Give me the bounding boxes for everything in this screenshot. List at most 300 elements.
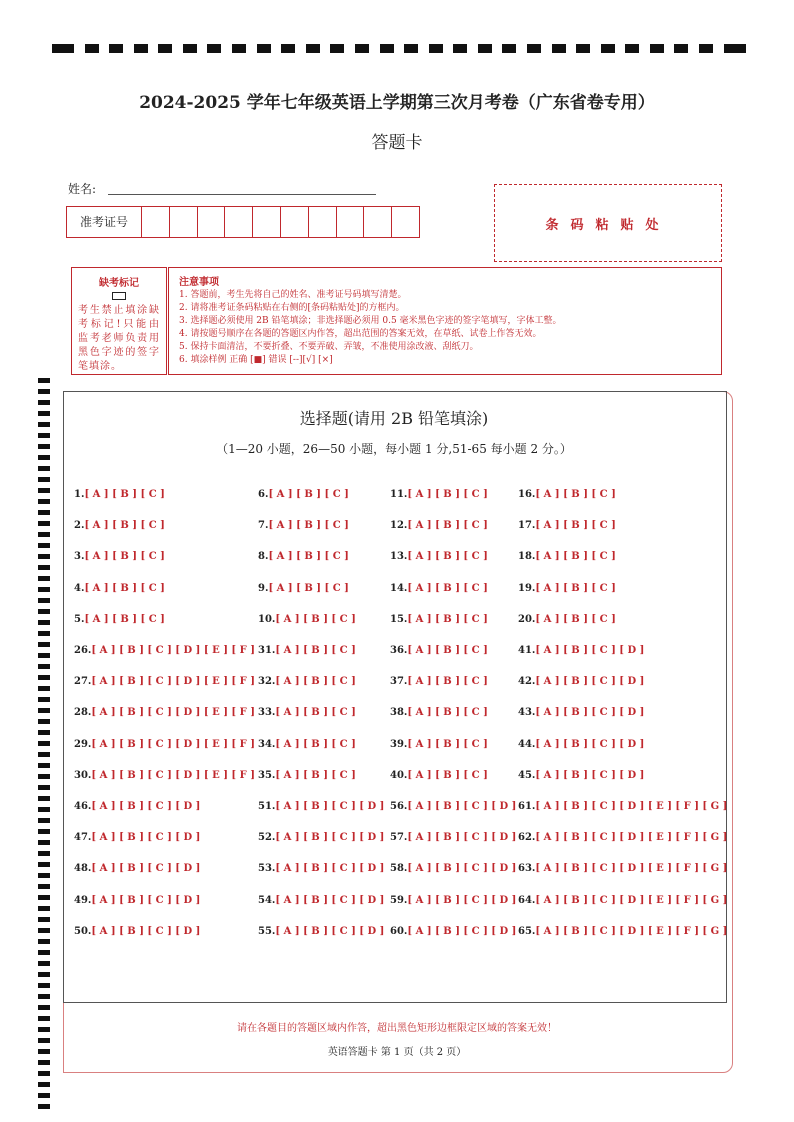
question-item[interactable] bbox=[518, 926, 727, 937]
answer-options[interactable]: [ A ] [ B ] [ C ] bbox=[535, 520, 616, 532]
answer-options[interactable]: [ A ] [ B ] [ C ] bbox=[275, 769, 356, 781]
timing-mark bbox=[306, 44, 320, 53]
question-item[interactable] bbox=[390, 614, 488, 625]
timing-mark bbox=[38, 1104, 50, 1109]
timing-mark bbox=[158, 44, 172, 53]
answer-options[interactable]: [ A ] [ B ] [ C ] [ D ] [ E ] [ F ] [ G ] bbox=[535, 801, 728, 812]
timing-mark bbox=[38, 807, 50, 812]
timing-mark bbox=[38, 455, 50, 460]
timing-mark bbox=[38, 917, 50, 922]
question-item[interactable] bbox=[518, 739, 644, 750]
question-item[interactable] bbox=[518, 801, 727, 812]
question-number: 5. bbox=[74, 613, 85, 625]
answer-options[interactable]: [ A ] [ B ] [ C ] [ D ] bbox=[535, 738, 645, 750]
question-item[interactable] bbox=[518, 832, 727, 843]
barcode-area: 条码粘贴处 bbox=[494, 184, 722, 262]
answer-options[interactable]: [ A ] [ B ] [ C ] bbox=[84, 613, 165, 625]
question-number: 57. bbox=[390, 832, 408, 844]
question-item[interactable] bbox=[390, 739, 488, 750]
timing-mark bbox=[38, 1005, 50, 1010]
question-item[interactable] bbox=[258, 739, 356, 750]
timing-mark bbox=[38, 477, 50, 482]
question-number: 33. bbox=[258, 707, 276, 719]
question-item[interactable] bbox=[74, 770, 255, 781]
answer-options[interactable]: [ A ] [ B ] [ C ] bbox=[535, 551, 616, 563]
answer-options[interactable]: [ A ] [ B ] [ C ] bbox=[407, 551, 488, 563]
timing-mark bbox=[38, 796, 50, 801]
timing-mark bbox=[38, 895, 50, 900]
timing-mark bbox=[38, 532, 50, 537]
question-item[interactable] bbox=[258, 926, 384, 937]
question-number: 13. bbox=[390, 551, 408, 563]
answer-options[interactable]: [ A ] [ B ] [ C ] bbox=[407, 707, 488, 719]
question-item[interactable] bbox=[518, 614, 616, 625]
question-number: 62. bbox=[518, 832, 536, 844]
question-number: 28. bbox=[74, 707, 92, 719]
question-number: 9. bbox=[258, 582, 269, 594]
timing-mark bbox=[38, 378, 50, 383]
question-number: 36. bbox=[390, 645, 408, 656]
timing-mark bbox=[650, 44, 664, 53]
question-number: 38. bbox=[390, 707, 408, 719]
answer-options[interactable]: [ A ] [ B ] [ C ] [ D ] bbox=[91, 894, 201, 906]
timing-mark bbox=[281, 44, 295, 53]
question-number: 59. bbox=[390, 894, 408, 906]
exam-id-cell[interactable] bbox=[364, 207, 392, 237]
answer-options[interactable]: [ A ] [ B ] [ C ] [ D ] bbox=[407, 832, 517, 844]
timing-mark bbox=[38, 730, 50, 735]
exam-id-cell[interactable] bbox=[170, 207, 198, 237]
answer-options[interactable]: [ A ] [ B ] [ C ] [ D ] bbox=[407, 925, 517, 937]
timing-mark bbox=[38, 620, 50, 625]
question-number: 58. bbox=[390, 863, 408, 875]
timing-mark bbox=[38, 961, 50, 966]
question-number: 45. bbox=[518, 769, 536, 781]
missing-mark-checkbox[interactable] bbox=[112, 292, 126, 300]
question-number: 3. bbox=[74, 551, 85, 563]
question-item[interactable] bbox=[258, 770, 356, 781]
question-item[interactable] bbox=[258, 801, 384, 812]
question-number: 31. bbox=[258, 645, 276, 656]
note-item: 4. 请按题号顺序在各题的答题区内作答，超出范围的答案无效，在草纸、试卷上作答无效。 bbox=[179, 329, 542, 339]
answer-options[interactable]: [ A ] [ B ] [ C ] [ D ] bbox=[275, 863, 385, 875]
answer-options[interactable]: [ A ] [ B ] [ C ] bbox=[268, 551, 349, 563]
question-number: 26. bbox=[74, 645, 92, 656]
timing-mark bbox=[699, 44, 713, 53]
timing-marks-top bbox=[52, 44, 746, 54]
question-number: 61. bbox=[518, 801, 536, 812]
question-item[interactable] bbox=[518, 676, 644, 687]
question-number: 48. bbox=[74, 863, 92, 875]
timing-mark bbox=[38, 851, 50, 856]
answer-options[interactable]: [ A ] [ B ] [ C ] [ D ] [ E ] [ F ] bbox=[91, 769, 255, 781]
answer-sheet-title: 答题卡 bbox=[371, 133, 423, 153]
missing-mark-text: 考生禁止填涂缺考标记!只能由监考老师负责用黑色字迹的签字笔填涂。 bbox=[78, 305, 160, 372]
question-item[interactable] bbox=[74, 614, 165, 625]
answer-options[interactable]: [ A ] [ B ] [ C ] [ D ] [ E ] [ F ] [ G ] bbox=[535, 832, 728, 844]
exam-id-cell[interactable] bbox=[392, 207, 419, 237]
question-item[interactable] bbox=[74, 801, 200, 812]
timing-mark bbox=[38, 752, 50, 757]
question-item[interactable] bbox=[74, 551, 165, 562]
question-item[interactable] bbox=[390, 863, 516, 874]
answer-options[interactable]: [ A ] [ B ] [ C ] [ D ] bbox=[91, 801, 201, 812]
timing-marks-left bbox=[38, 378, 50, 1120]
question-item[interactable] bbox=[518, 895, 727, 906]
timing-mark bbox=[38, 664, 50, 669]
timing-mark bbox=[85, 44, 99, 53]
question-item[interactable] bbox=[74, 863, 200, 874]
timing-mark bbox=[38, 631, 50, 636]
answer-options[interactable]: [ A ] [ B ] [ C ] bbox=[407, 613, 488, 625]
question-item[interactable] bbox=[258, 614, 356, 625]
question-number: 39. bbox=[390, 738, 408, 750]
question-number: 54. bbox=[258, 894, 276, 906]
question-item[interactable] bbox=[390, 926, 516, 937]
answer-options[interactable]: [ A ] [ B ] [ C ] bbox=[407, 738, 488, 750]
question-number: 11. bbox=[390, 489, 408, 500]
answer-options[interactable]: [ A ] [ B ] [ C ] [ D ] bbox=[407, 801, 517, 812]
answer-options[interactable]: [ A ] [ B ] [ C ] [ D ] bbox=[91, 832, 201, 844]
timing-mark bbox=[552, 44, 566, 53]
timing-mark bbox=[38, 983, 50, 988]
timing-mark bbox=[38, 565, 50, 570]
exam-id-cell[interactable] bbox=[225, 207, 253, 237]
missing-mark-box bbox=[71, 267, 167, 375]
answer-options[interactable]: [ A ] [ B ] [ C ] bbox=[535, 489, 616, 500]
timing-mark bbox=[38, 554, 50, 559]
answer-options[interactable]: [ A ] [ B ] [ C ] bbox=[84, 551, 165, 563]
timing-mark bbox=[38, 741, 50, 746]
question-item[interactable] bbox=[518, 520, 616, 531]
question-item[interactable] bbox=[258, 863, 384, 874]
question-number: 2. bbox=[74, 520, 85, 532]
exam-id-box bbox=[66, 206, 420, 238]
timing-mark bbox=[38, 411, 50, 416]
question-item[interactable] bbox=[74, 895, 200, 906]
question-number: 20. bbox=[518, 613, 536, 625]
question-number: 4. bbox=[74, 582, 85, 594]
question-item[interactable] bbox=[390, 770, 488, 781]
question-number: 7. bbox=[258, 520, 269, 532]
question-number: 19. bbox=[518, 582, 536, 594]
timing-mark bbox=[52, 44, 74, 53]
question-number: 60. bbox=[390, 925, 408, 937]
answer-options[interactable]: [ A ] [ B ] [ C ] bbox=[268, 582, 349, 594]
note-item: 3. 选择题必须使用 2B 铅笔填涂；非选择题必须用 0.5 毫米黑色字迹的签字笔填写，字体工整。 bbox=[179, 316, 562, 326]
question-number: 15. bbox=[390, 613, 408, 625]
question-item[interactable] bbox=[390, 645, 488, 656]
question-item[interactable] bbox=[258, 489, 349, 500]
timing-mark bbox=[527, 44, 541, 53]
timing-mark bbox=[576, 44, 590, 53]
answer-options[interactable]: [ A ] [ B ] [ C ] bbox=[407, 489, 488, 500]
exam-id-cell[interactable] bbox=[337, 207, 365, 237]
timing-mark bbox=[134, 44, 148, 53]
timing-mark bbox=[38, 1082, 50, 1087]
note-item: 1. 答题前，考生先将自己的姓名、准考证号码填写清楚。 bbox=[179, 290, 407, 300]
question-item[interactable] bbox=[258, 520, 349, 531]
timing-mark bbox=[724, 44, 746, 53]
question-item[interactable] bbox=[390, 832, 516, 843]
timing-mark bbox=[38, 818, 50, 823]
answer-options[interactable]: [ A ] [ B ] [ C ] [ D ] bbox=[535, 707, 645, 719]
answer-options[interactable]: [ A ] [ B ] [ C ] bbox=[407, 582, 488, 594]
question-item[interactable] bbox=[518, 770, 644, 781]
question-number: 65. bbox=[518, 925, 536, 937]
answer-options[interactable]: [ A ] [ B ] [ C ] [ D ] [ E ] [ F ] bbox=[91, 645, 255, 656]
answer-options[interactable]: [ A ] [ B ] [ C ] bbox=[268, 489, 349, 500]
timing-mark bbox=[38, 972, 50, 977]
answer-options[interactable]: [ A ] [ B ] [ C ] bbox=[407, 769, 488, 781]
question-number: 12. bbox=[390, 520, 408, 532]
question-number: 17. bbox=[518, 520, 536, 532]
question-number: 42. bbox=[518, 676, 536, 688]
timing-mark bbox=[38, 675, 50, 680]
timing-mark bbox=[38, 697, 50, 702]
missing-mark-title: 缺考标记 bbox=[99, 278, 139, 289]
question-item[interactable] bbox=[258, 707, 356, 718]
timing-mark bbox=[38, 928, 50, 933]
timing-mark bbox=[38, 950, 50, 955]
timing-mark bbox=[38, 785, 50, 790]
timing-mark bbox=[207, 44, 221, 53]
note-item: 5. 保持卡面清洁，不要折叠、不要弄破、弄皱，不准使用涂改液、刮纸刀。 bbox=[179, 342, 479, 352]
answer-options[interactable]: [ A ] [ B ] [ C ] bbox=[84, 520, 165, 532]
question-item[interactable] bbox=[390, 489, 488, 500]
timing-mark bbox=[38, 1060, 50, 1065]
question-number: 49. bbox=[74, 894, 92, 906]
answer-options[interactable]: [ A ] [ B ] [ C ] [ D ] bbox=[407, 894, 517, 906]
answer-options[interactable]: [ A ] [ B ] [ C ] bbox=[275, 645, 356, 656]
answer-options[interactable]: [ A ] [ B ] [ C ] [ D ] bbox=[275, 894, 385, 906]
question-item[interactable] bbox=[74, 926, 200, 937]
timing-mark bbox=[257, 44, 271, 53]
exam-title: 2024-2025 学年七年级英语上学期第三次月考卷（广东省卷专用） bbox=[139, 93, 655, 113]
timing-mark bbox=[38, 587, 50, 592]
exam-id-cell[interactable] bbox=[142, 207, 170, 237]
answer-options[interactable]: [ A ] [ B ] [ C ] bbox=[275, 738, 356, 750]
timing-mark bbox=[674, 44, 688, 53]
answer-options[interactable]: [ A ] [ B ] [ C ] [ D ] bbox=[535, 769, 645, 781]
timing-mark bbox=[38, 774, 50, 779]
question-number: 47. bbox=[74, 832, 92, 844]
question-number: 52. bbox=[258, 832, 276, 844]
exam-id-cell[interactable] bbox=[309, 207, 337, 237]
exam-id-cell[interactable] bbox=[253, 207, 281, 237]
question-number: 53. bbox=[258, 863, 276, 875]
question-item[interactable] bbox=[258, 583, 349, 594]
choice-section-box bbox=[63, 391, 727, 1003]
answer-options[interactable]: [ A ] [ B ] [ C ] [ D ] bbox=[535, 676, 645, 688]
answer-options[interactable]: [ A ] [ B ] [ C ] [ D ] [ E ] [ F ] bbox=[91, 707, 255, 719]
question-number: 55. bbox=[258, 925, 276, 937]
answer-options[interactable]: [ A ] [ B ] [ C ] bbox=[407, 676, 488, 688]
question-item[interactable] bbox=[390, 801, 516, 812]
answer-options[interactable]: [ A ] [ B ] [ C ] bbox=[535, 613, 616, 625]
timing-mark bbox=[38, 653, 50, 658]
question-item[interactable] bbox=[518, 707, 644, 718]
question-item[interactable] bbox=[74, 739, 255, 750]
timing-mark bbox=[38, 994, 50, 999]
answer-options[interactable]: [ A ] [ B ] [ C ] [ D ] bbox=[535, 645, 645, 656]
timing-mark bbox=[38, 510, 50, 515]
question-number: 43. bbox=[518, 707, 536, 719]
timing-mark bbox=[38, 686, 50, 691]
timing-mark bbox=[404, 44, 418, 53]
question-number: 8. bbox=[258, 551, 269, 563]
answer-options[interactable]: [ A ] [ B ] [ C ] [ D ] bbox=[275, 801, 385, 812]
question-item[interactable] bbox=[390, 676, 488, 687]
question-item[interactable] bbox=[390, 707, 488, 718]
question-number: 35. bbox=[258, 769, 276, 781]
question-number: 44. bbox=[518, 738, 536, 750]
question-item[interactable] bbox=[390, 520, 488, 531]
question-number: 16. bbox=[518, 489, 536, 500]
timing-mark bbox=[601, 44, 615, 53]
question-item[interactable] bbox=[390, 551, 488, 562]
question-number: 32. bbox=[258, 676, 276, 688]
answer-options[interactable]: [ A ] [ B ] [ C ] bbox=[268, 520, 349, 532]
answer-options[interactable]: [ A ] [ B ] [ C ] [ D ] bbox=[91, 863, 201, 875]
question-item[interactable] bbox=[518, 551, 616, 562]
question-item[interactable] bbox=[258, 676, 356, 687]
timing-mark bbox=[38, 422, 50, 427]
question-number: 64. bbox=[518, 894, 536, 906]
footer-page: 英语答题卡 第 1 页（共 2 页） bbox=[327, 1047, 467, 1058]
question-number: 30. bbox=[74, 769, 92, 781]
answer-options[interactable]: [ A ] [ B ] [ C ] [ D ] [ E ] [ F ] [ G ] bbox=[535, 925, 728, 937]
timing-mark bbox=[38, 763, 50, 768]
question-item[interactable] bbox=[518, 863, 727, 874]
timing-mark bbox=[38, 598, 50, 603]
question-number: 50. bbox=[74, 925, 92, 937]
timing-mark bbox=[38, 521, 50, 526]
timing-mark bbox=[38, 1071, 50, 1076]
question-item[interactable] bbox=[74, 707, 255, 718]
timing-mark bbox=[380, 44, 394, 53]
answer-options[interactable]: [ A ] [ B ] [ C ] [ D ] bbox=[91, 925, 201, 937]
timing-mark bbox=[625, 44, 639, 53]
question-number: 51. bbox=[258, 801, 276, 812]
timing-mark bbox=[38, 400, 50, 405]
answer-options[interactable]: [ A ] [ B ] [ C ] [ D ] bbox=[275, 925, 385, 937]
question-item[interactable] bbox=[518, 489, 616, 500]
timing-mark bbox=[38, 829, 50, 834]
answer-options[interactable]: [ A ] [ B ] [ C ] bbox=[275, 613, 356, 625]
timing-mark bbox=[109, 44, 123, 53]
notes-box bbox=[168, 267, 722, 375]
timing-mark bbox=[38, 609, 50, 614]
note-item: 6. 填涂样例 正确 [■] 错误 [--][√] [×] bbox=[179, 355, 333, 365]
timing-mark bbox=[453, 44, 467, 53]
footer-warning: 请在各题目的答题区域内作答，超出黑色矩形边框限定区域的答案无效！ bbox=[237, 1023, 557, 1034]
timing-mark bbox=[38, 433, 50, 438]
exam-id-cell[interactable] bbox=[198, 207, 226, 237]
answer-options[interactable]: [ A ] [ B ] [ C ] [ D ] [ E ] [ F ] bbox=[91, 738, 255, 750]
question-item[interactable] bbox=[258, 551, 349, 562]
timing-mark bbox=[183, 44, 197, 53]
answer-options[interactable]: [ A ] [ B ] [ C ] bbox=[275, 676, 356, 688]
question-number: 27. bbox=[74, 676, 92, 688]
timing-mark bbox=[38, 389, 50, 394]
question-number: 46. bbox=[74, 801, 92, 812]
answer-options[interactable]: [ A ] [ B ] [ C ] bbox=[84, 582, 165, 594]
question-item[interactable] bbox=[74, 676, 255, 687]
question-number: 34. bbox=[258, 738, 276, 750]
answer-options[interactable]: [ A ] [ B ] [ C ] bbox=[84, 489, 165, 500]
answer-options[interactable]: [ A ] [ B ] [ C ] bbox=[407, 645, 488, 656]
question-number: 40. bbox=[390, 769, 408, 781]
timing-mark bbox=[38, 466, 50, 471]
timing-mark bbox=[38, 576, 50, 581]
question-number: 56. bbox=[390, 801, 408, 812]
question-item[interactable] bbox=[74, 520, 165, 531]
exam-id-cell[interactable] bbox=[281, 207, 309, 237]
timing-mark bbox=[429, 44, 443, 53]
answer-options[interactable]: [ A ] [ B ] [ C ] [ D ] bbox=[407, 863, 517, 875]
answer-options[interactable]: [ A ] [ B ] [ C ] [ D ] [ E ] [ F ] [ G ] bbox=[535, 863, 728, 875]
timing-mark bbox=[38, 719, 50, 724]
question-number: 63. bbox=[518, 863, 536, 875]
name-field[interactable] bbox=[108, 194, 376, 195]
question-item[interactable] bbox=[74, 645, 255, 656]
question-number: 10. bbox=[258, 613, 276, 625]
answer-options[interactable]: [ A ] [ B ] [ C ] [ D ] [ E ] [ F ] [ G ] bbox=[535, 894, 728, 906]
note-item: 2. 请将准考证条码粘贴在右侧的[条码粘贴处]的方框内。 bbox=[179, 303, 405, 313]
question-number: 1. bbox=[74, 489, 85, 500]
answer-options[interactable]: [ A ] [ B ] [ C ] bbox=[407, 520, 488, 532]
timing-mark bbox=[38, 939, 50, 944]
question-item[interactable] bbox=[518, 645, 644, 656]
question-item[interactable] bbox=[258, 832, 384, 843]
answer-options[interactable]: [ A ] [ B ] [ C ] bbox=[275, 707, 356, 719]
question-item[interactable] bbox=[258, 645, 356, 656]
question-item[interactable] bbox=[390, 895, 516, 906]
question-item[interactable] bbox=[258, 895, 384, 906]
timing-mark bbox=[38, 642, 50, 647]
question-number: 29. bbox=[74, 738, 92, 750]
answer-options[interactable]: [ A ] [ B ] [ C ] bbox=[535, 582, 616, 594]
question-number: 6. bbox=[258, 489, 269, 500]
exam-id-label: 准考证号 bbox=[67, 207, 142, 237]
timing-mark bbox=[38, 499, 50, 504]
question-item[interactable] bbox=[74, 583, 165, 594]
timing-mark bbox=[38, 906, 50, 911]
timing-mark bbox=[355, 44, 369, 53]
section-note: （1—20 小题，26—50 小题，每小题 1 分,51-65 每小题 2 分。） bbox=[216, 442, 572, 456]
timing-mark bbox=[38, 444, 50, 449]
answer-options[interactable]: [ A ] [ B ] [ C ] [ D ] bbox=[275, 832, 385, 844]
question-item[interactable] bbox=[74, 489, 165, 500]
question-item[interactable] bbox=[74, 832, 200, 843]
question-number: 41. bbox=[518, 645, 536, 656]
question-number: 14. bbox=[390, 582, 408, 594]
section-title: 选择题(请用 2B 铅笔填涂) bbox=[299, 409, 489, 428]
timing-mark bbox=[232, 44, 246, 53]
question-item[interactable] bbox=[390, 583, 488, 594]
name-label: 姓名: bbox=[68, 182, 97, 196]
question-number: 37. bbox=[390, 676, 408, 688]
notes-title: 注意事项 bbox=[179, 277, 219, 288]
timing-mark bbox=[38, 884, 50, 889]
timing-mark bbox=[502, 44, 516, 53]
question-number: 18. bbox=[518, 551, 536, 563]
timing-mark bbox=[38, 1093, 50, 1098]
answer-options[interactable]: [ A ] [ B ] [ C ] [ D ] [ E ] [ F ] bbox=[91, 676, 255, 688]
question-item[interactable] bbox=[518, 583, 616, 594]
timing-mark bbox=[38, 488, 50, 493]
